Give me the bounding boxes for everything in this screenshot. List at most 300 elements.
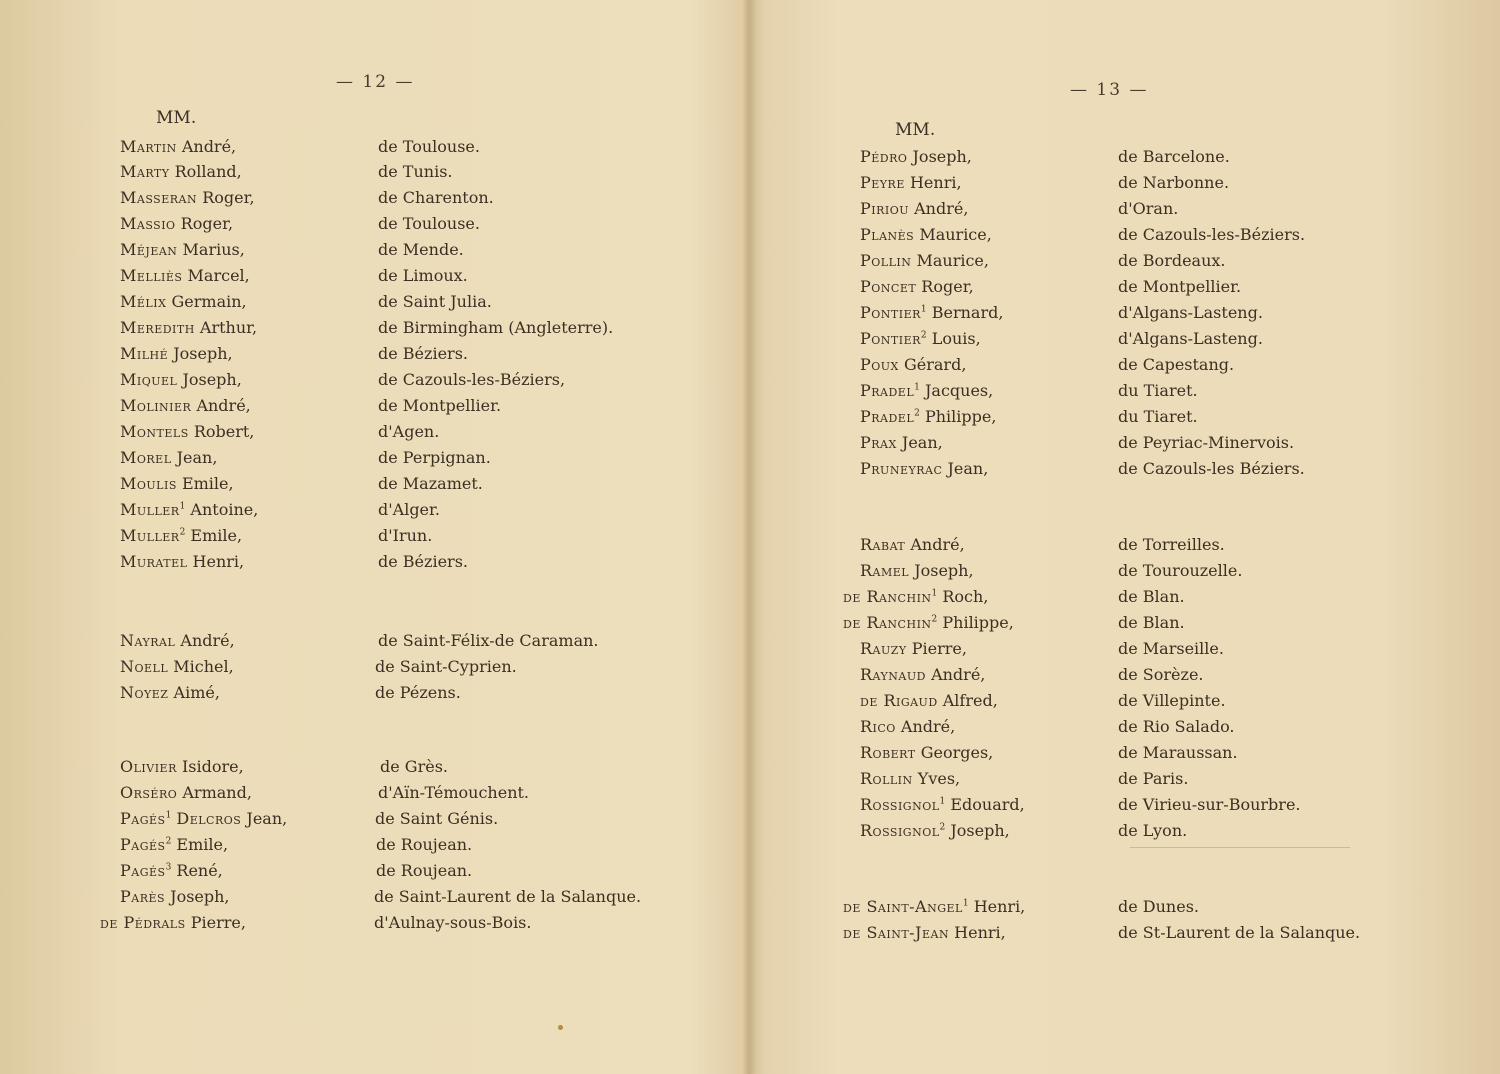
person-name — [120, 136, 236, 158]
origin-place: de Saint-Cyprien. — [375, 657, 517, 676]
origin-place: de Peyriac-Minervois. — [1118, 433, 1295, 452]
list-item — [752, 612, 1452, 636]
list-item — [752, 146, 1452, 170]
list-item — [0, 136, 700, 160]
origin-place: de Saint Génis. — [375, 809, 499, 828]
homonym-index: 1 — [920, 304, 927, 315]
person-name — [860, 458, 988, 480]
given-name: Maurice, — [919, 225, 992, 244]
origin-place: de Béziers. — [378, 552, 468, 571]
surname: Pédrals — [123, 913, 186, 932]
person-name — [120, 525, 242, 547]
list-item — [752, 458, 1452, 482]
origin-place: de Blan. — [1118, 587, 1185, 606]
person-name — [120, 421, 254, 443]
surname: Poncet — [860, 277, 917, 296]
given-name: Emile, — [176, 835, 229, 854]
origin-place: de Mazamet. — [378, 474, 483, 493]
given-name: Philippe, — [942, 613, 1014, 632]
person-name — [860, 198, 968, 220]
given-name: Roger, — [202, 188, 255, 207]
surname: Poux — [860, 355, 899, 374]
person-name — [120, 834, 228, 856]
person-name — [860, 742, 993, 764]
person-name — [860, 276, 974, 298]
given-name: Philippe, — [924, 407, 997, 426]
list-item — [752, 172, 1452, 196]
list-item — [752, 534, 1452, 558]
surname: Orséro — [120, 783, 178, 802]
list-item — [0, 756, 700, 780]
list-item — [752, 302, 1452, 326]
given-name: Michel, — [173, 657, 234, 676]
origin-place: d'Aïn-Témouchent. — [378, 783, 530, 802]
homonym-index: 1 — [165, 810, 172, 821]
surname: Pagés — [120, 835, 166, 854]
given-name: Pierre, — [911, 639, 967, 658]
homonym-index: 2 — [931, 614, 938, 625]
origin-place: d'Aulnay-sous-Bois. — [374, 913, 532, 932]
origin-place: de Torreilles. — [1118, 535, 1225, 554]
given-name: Henri, — [973, 897, 1026, 916]
list-item — [0, 161, 700, 185]
person-name — [860, 146, 972, 168]
list-item — [752, 432, 1452, 456]
list-item — [0, 343, 700, 367]
list-item — [0, 912, 700, 936]
list-item — [0, 834, 700, 858]
given-name: René, — [176, 861, 223, 880]
right-page — [752, 0, 1500, 1074]
surname: Saint-Jean — [866, 923, 950, 942]
surname: Mélix — [120, 292, 167, 311]
origin-place: de Sorèze. — [1118, 665, 1204, 684]
given-name: Joseph, — [182, 370, 242, 389]
given-name: Joseph, — [914, 561, 974, 580]
person-name — [860, 638, 967, 660]
origin-place: de Cazouls-les-Béziers. — [1118, 225, 1306, 244]
surname: Muller — [120, 526, 180, 545]
person-name — [120, 499, 258, 521]
origin-place: de Paris. — [1118, 769, 1189, 788]
person-name — [120, 239, 245, 261]
given-name: Roger, — [180, 214, 234, 233]
list-item — [0, 682, 700, 706]
list-item — [752, 742, 1452, 766]
surname: Morel — [120, 448, 172, 467]
list-item — [752, 560, 1452, 584]
origin-place: de Tourouzelle. — [1118, 561, 1243, 580]
origin-place: de Mende. — [378, 240, 464, 259]
surname: Martin — [120, 137, 177, 156]
origin-place: d'Oran. — [1118, 199, 1179, 218]
right-entry-list — [752, 0, 1500, 1074]
surname: Planès — [860, 225, 915, 244]
surname: Prax — [860, 433, 897, 452]
list-item — [752, 586, 1452, 610]
left-page — [0, 0, 748, 1074]
origin-place: de Capestang. — [1118, 355, 1235, 374]
origin-place: de Birmingham (Angleterre). — [378, 318, 614, 337]
surname: Rollin — [860, 769, 913, 788]
surname: Nayral — [120, 631, 176, 650]
surname: Parès — [120, 887, 166, 906]
person-name — [120, 860, 223, 882]
person-name — [860, 716, 955, 738]
person-name — [860, 664, 985, 686]
given-name: André, — [900, 717, 956, 736]
homonym-index: 2 — [920, 330, 927, 341]
given-name: Joseph, — [912, 147, 972, 166]
origin-place: d'Algans-Lasteng. — [1118, 303, 1263, 322]
origin-place: d'Alger. — [378, 500, 440, 519]
surname: Rossignol — [860, 821, 940, 840]
surname: Ranchin — [866, 613, 932, 632]
origin-place: d'Irun. — [378, 526, 433, 545]
origin-place: de Charenton. — [378, 188, 494, 207]
list-item — [0, 551, 700, 575]
surname: Rigaud — [883, 691, 938, 710]
person-name — [120, 187, 255, 209]
origin-place: de Roujean. — [376, 835, 473, 854]
name-particle: de — [843, 897, 867, 916]
name-particle: de — [100, 913, 124, 932]
surname: Peyre — [860, 173, 905, 192]
right-mm-header: MM. — [895, 120, 936, 140]
surname: Rossignol — [860, 795, 940, 814]
person-name — [120, 886, 230, 908]
homonym-index: 1 — [939, 796, 946, 807]
given-name: Henri, — [192, 552, 245, 571]
origin-place: de Cazouls-les-Béziers, — [378, 370, 566, 389]
surname: Pagés — [120, 861, 166, 880]
person-name — [860, 820, 1010, 842]
origin-place: de Marseille. — [1118, 639, 1224, 658]
surname: Pédro — [860, 147, 908, 166]
given-name: Jean, — [246, 809, 288, 828]
list-item — [0, 369, 700, 393]
surname: Pontier — [860, 303, 921, 322]
given-name: Jean, — [947, 459, 989, 478]
list-item — [0, 291, 700, 315]
surname: Pradel — [860, 407, 915, 426]
homonym-index: 2 — [165, 836, 172, 847]
list-item — [752, 224, 1452, 248]
given-name: Robert, — [193, 422, 255, 441]
list-item — [0, 265, 700, 289]
given-name: André, — [910, 535, 965, 554]
list-item — [752, 198, 1452, 222]
homonym-index: 1 — [931, 588, 938, 599]
list-item — [0, 473, 700, 497]
person-name — [860, 794, 1025, 816]
surname: Montels — [120, 422, 189, 441]
person-name — [860, 250, 989, 272]
surname: Miquel — [120, 370, 178, 389]
given-name: Aimé, — [173, 683, 220, 702]
surname: Ramel — [860, 561, 910, 580]
person-name — [860, 354, 966, 376]
homonym-index: 3 — [165, 862, 172, 873]
list-item — [0, 808, 700, 832]
surname: Moulis — [120, 474, 177, 493]
person-name — [860, 690, 998, 712]
origin-place: de Cazouls-les Béziers. — [1118, 459, 1305, 478]
surname: Pagés — [120, 809, 166, 828]
person-name — [120, 161, 242, 183]
list-item — [0, 860, 700, 884]
person-name — [860, 224, 992, 246]
list-item — [752, 406, 1452, 430]
given-name: Maurice, — [916, 251, 989, 270]
origin-place: de Bordeaux. — [1118, 251, 1226, 270]
surname-second: Delcros — [176, 809, 242, 828]
person-name — [843, 896, 1025, 918]
given-name: Arthur, — [199, 318, 258, 337]
surname: Pontier — [860, 329, 921, 348]
name-particle: de — [860, 691, 884, 710]
surname: Noyez — [120, 683, 169, 702]
list-item — [752, 250, 1452, 274]
surname: Pradel — [860, 381, 915, 400]
name-particle: de — [843, 587, 867, 606]
person-name — [860, 328, 981, 350]
given-name: Rolland, — [174, 162, 242, 181]
person-name — [120, 369, 242, 391]
left-mm-header: MM. — [156, 108, 197, 128]
left-entry-list — [0, 0, 748, 1074]
given-name: Jean, — [901, 433, 943, 452]
surname: Muller — [120, 500, 180, 519]
given-name: Jean, — [176, 448, 218, 467]
person-name — [860, 380, 993, 402]
list-item — [752, 690, 1452, 714]
list-item — [752, 820, 1452, 844]
person-name — [120, 473, 234, 495]
given-name: Henri, — [954, 923, 1006, 942]
homonym-index: 2 — [179, 527, 186, 538]
list-item — [0, 239, 700, 263]
given-name: Pierre, — [190, 913, 246, 932]
origin-place: d'Agen. — [378, 422, 440, 441]
person-name — [120, 630, 235, 652]
origin-place: de Saint-Félix-de Caraman. — [378, 631, 599, 650]
given-name: Bernard, — [931, 303, 1004, 322]
origin-place: de Béziers. — [378, 344, 468, 363]
person-name — [120, 782, 252, 804]
person-name — [120, 551, 244, 573]
surname: Rico — [860, 717, 896, 736]
origin-place: de Blan. — [1118, 613, 1185, 632]
origin-place: de Toulouse. — [378, 214, 480, 233]
person-name — [120, 291, 247, 313]
given-name: Roger, — [921, 277, 974, 296]
person-name — [120, 395, 251, 417]
surname: Ranchin — [866, 587, 932, 606]
person-name — [860, 768, 960, 790]
surname: Rauzy — [860, 639, 907, 658]
given-name: André, — [180, 631, 235, 650]
origin-place: de Saint-Laurent de la Salanque. — [374, 887, 642, 906]
origin-place: de Narbonne. — [1118, 173, 1230, 192]
person-name — [843, 586, 988, 608]
person-name — [120, 447, 217, 469]
list-item — [0, 447, 700, 471]
list-item — [0, 421, 700, 445]
homonym-index: 1 — [914, 382, 920, 393]
person-name — [120, 265, 250, 287]
surname: Rabat — [860, 535, 906, 554]
surname: Marty — [120, 162, 170, 181]
surname: Milhé — [120, 344, 169, 363]
given-name: Marcel, — [187, 266, 250, 285]
origin-place: de Montpellier. — [378, 396, 502, 415]
given-name: Emile, — [181, 474, 234, 493]
list-item — [0, 525, 700, 549]
list-item — [752, 922, 1452, 946]
person-name — [120, 656, 234, 678]
list-item — [0, 213, 700, 237]
list-item — [0, 630, 700, 654]
surname: Robert — [860, 743, 916, 762]
list-item — [0, 782, 700, 806]
list-item — [0, 886, 700, 910]
list-item — [752, 380, 1452, 404]
given-name: Georges, — [920, 743, 994, 762]
list-item — [752, 896, 1452, 920]
given-name: Henri, — [909, 173, 962, 192]
surname: Pollin — [860, 251, 912, 270]
person-name — [860, 172, 962, 194]
given-name: Roch, — [942, 587, 989, 606]
surname: Noell — [120, 657, 169, 676]
paper-spot — [558, 1025, 563, 1030]
given-name: Joseph, — [950, 821, 1010, 840]
list-item — [0, 317, 700, 341]
given-name: Emile, — [190, 526, 243, 545]
surname: Pruneyrac — [860, 459, 943, 478]
origin-place: de Virieu-sur-Bourbre. — [1118, 795, 1301, 814]
surname: Massio — [120, 214, 176, 233]
origin-place: de Barcelone. — [1118, 147, 1230, 166]
homonym-index: 1 — [179, 501, 186, 512]
person-name — [860, 432, 943, 454]
person-name — [843, 612, 1014, 634]
surname: Olivier — [120, 757, 177, 776]
homonym-index: 2 — [939, 822, 946, 833]
surname: Raynaud — [860, 665, 926, 684]
origin-place: de Maraussan. — [1118, 743, 1238, 762]
list-item — [752, 794, 1452, 818]
given-name: André, — [196, 396, 251, 415]
list-item — [752, 328, 1452, 352]
given-name: Joseph, — [170, 887, 230, 906]
given-name: Joseph, — [173, 344, 233, 363]
origin-place: du Tiaret. — [1118, 381, 1198, 400]
person-name — [120, 213, 233, 235]
list-item — [0, 395, 700, 419]
origin-place: de Roujean. — [376, 861, 473, 880]
given-name: Edouard, — [950, 795, 1025, 814]
origin-place: de Lyon. — [1118, 821, 1188, 840]
person-name — [860, 406, 996, 428]
list-item — [0, 656, 700, 680]
right-page-number: — 13 — — [1070, 80, 1149, 100]
origin-place: d'Algans-Lasteng. — [1118, 329, 1263, 348]
person-name — [120, 343, 233, 365]
list-item — [752, 664, 1452, 688]
surname: Meredith — [120, 318, 195, 337]
given-name: Louis, — [931, 329, 981, 348]
given-name: André, — [181, 137, 237, 156]
surname: Masseran — [120, 188, 198, 207]
person-name — [120, 317, 257, 339]
surname: Piriou — [860, 199, 910, 218]
given-name: Alfred, — [942, 691, 998, 710]
origin-place: de Limoux. — [378, 266, 468, 285]
given-name: André, — [931, 665, 986, 684]
given-name: Isidore, — [181, 757, 244, 776]
homonym-index: 2 — [914, 408, 920, 419]
origin-place: de Toulouse. — [378, 137, 480, 156]
given-name: Germain, — [171, 292, 247, 311]
person-name — [860, 302, 1003, 324]
surname: Melliès — [120, 266, 183, 285]
list-item — [752, 768, 1452, 792]
surname: Muratel — [120, 552, 188, 571]
origin-place: de Perpignan. — [378, 448, 491, 467]
list-item — [0, 499, 700, 523]
origin-place: de Saint Julia. — [378, 292, 492, 311]
surname: Molinier — [120, 396, 192, 415]
person-name — [843, 922, 1006, 944]
origin-place: de Grès. — [380, 757, 448, 776]
person-name — [860, 534, 965, 556]
name-particle: de — [843, 613, 867, 632]
left-page-number: — 12 — — [336, 72, 415, 92]
person-name — [120, 682, 220, 704]
origin-place: de Dunes. — [1118, 897, 1199, 916]
given-name: André, — [914, 199, 969, 218]
list-item — [752, 716, 1452, 740]
list-item — [752, 354, 1452, 378]
origin-place: de Pézens. — [375, 683, 461, 702]
given-name: Gérard, — [903, 355, 967, 374]
given-name: Yves, — [917, 769, 961, 788]
homonym-index: 1 — [962, 898, 969, 909]
list-item — [752, 638, 1452, 662]
origin-place: de Rio Salado. — [1118, 717, 1235, 736]
given-name: Marius, — [182, 240, 245, 259]
name-particle: de — [843, 923, 867, 942]
given-name: Armand, — [182, 783, 252, 802]
given-name: Jacques, — [924, 381, 994, 400]
origin-place: de Villepinte. — [1118, 691, 1226, 710]
origin-place: de St-Laurent de la Salanque. — [1118, 923, 1361, 942]
origin-place: de Tunis. — [378, 162, 453, 181]
origin-place: de Montpellier. — [1118, 277, 1242, 296]
list-item — [0, 187, 700, 211]
surname: Méjean — [120, 240, 178, 259]
person-name — [120, 808, 287, 830]
surname: Saint-Angel — [866, 897, 963, 916]
origin-place: du Tiaret. — [1118, 407, 1198, 426]
person-name — [100, 912, 246, 934]
person-name — [860, 560, 974, 582]
given-name: Antoine, — [190, 500, 259, 519]
list-item — [752, 276, 1452, 300]
person-name — [120, 756, 244, 778]
